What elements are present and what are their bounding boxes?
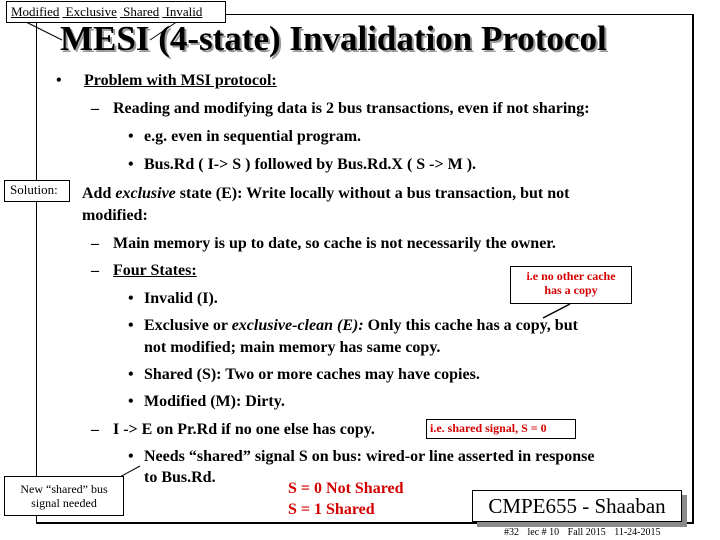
bullet-glyph: • (128, 128, 134, 145)
solution-label: Solution: (4, 180, 70, 202)
i-to-e-text: I -> E on Pr.Rd if no one else has copy. (113, 421, 375, 438)
tab-exclusive: Exclusive (65, 4, 117, 19)
title-callout-line-left (24, 21, 62, 40)
problem-eg: e.g. even in sequential program. (144, 128, 362, 145)
state-modified-item (128, 392, 285, 411)
problem-reading-item (91, 99, 590, 118)
bullet-glyph: • (128, 290, 134, 307)
footer-slide-number: #32 (504, 527, 519, 538)
problem-bullet (56, 71, 277, 90)
main-memory-text: Main memory is up to date, so cache is not necessarily the owner. (113, 235, 556, 252)
state-modified: Modified (M): Dirty. (144, 393, 285, 410)
bullet-glyph: • (56, 72, 62, 89)
solution-add-line2: modified: (82, 207, 148, 224)
bullet-glyph: • (128, 393, 134, 410)
s-equals-zero: S = 0 Not Shared (288, 480, 404, 497)
needs-shared-line1: Needs “shared” signal S on bus: wired-or line asserted in response (144, 448, 595, 465)
state-exclusive-post: Only this cache has a copy, but (363, 317, 578, 334)
state-shared-item (128, 365, 480, 384)
no-other-cache-line2: has a copy (544, 283, 598, 297)
bullet-glyph: • (128, 156, 134, 173)
problem-reading: Reading and modifying data is 2 bus transactions, even if not sharing: (113, 100, 590, 117)
state-exclusive-line2: not modified; main memory has same copy. (144, 339, 441, 356)
solution-add-em: exclusive (115, 185, 176, 202)
solution-add-post: state (E): Write locally without a bus transaction, but not (175, 185, 570, 202)
problem-busrd-item (128, 155, 476, 174)
shared-signal-callout: i.e. shared signal, S = 0 (426, 419, 576, 439)
solution-add-pre: Add (82, 185, 116, 202)
new-shared-signal-callout (4, 476, 124, 516)
s-equals-one: S = 1 Shared (288, 501, 375, 518)
new-shared-line1: New “shared” bus (20, 482, 108, 496)
i-to-e-item (91, 420, 375, 439)
four-states-item (91, 261, 197, 280)
needs-shared-line2: to Bus.Rd. (144, 469, 216, 486)
state-exclusive-em: exclusive-clean (E): (231, 317, 364, 334)
bullet-glyph: • (128, 448, 134, 465)
state-exclusive-pre: Exclusive or (144, 317, 232, 334)
state-invalid: Invalid (I). (144, 290, 218, 307)
state-invalid-item (128, 289, 218, 308)
needs-shared-item (128, 447, 594, 466)
four-states-heading: Four States: (113, 262, 197, 279)
state-shared: Shared (S): Two or more caches may have copies. (144, 366, 480, 383)
dash-glyph: – (91, 421, 99, 438)
footer-lecture: lec # 10 (527, 527, 560, 538)
dash-glyph: – (91, 262, 99, 279)
tab-modified: Modified (11, 4, 60, 19)
slide-title: MESI (4-state) Invalidation Protocol (60, 19, 607, 58)
dash-glyph: – (91, 100, 99, 117)
footer-term: Fall 2015 (567, 527, 606, 538)
solution-add (82, 184, 569, 203)
footer-date: 11-24-2015 (614, 527, 661, 538)
problem-eg-item (128, 127, 361, 146)
bullet-glyph: • (128, 317, 134, 334)
problem-heading: Problem with MSI protocol: (84, 72, 277, 89)
state-exclusive-item (128, 316, 578, 335)
course-badge: CMPE655 - Shaaban (472, 490, 682, 522)
dash-glyph: – (91, 235, 99, 252)
no-other-cache-callout (510, 266, 632, 304)
bullet-glyph: • (128, 366, 134, 383)
slide-footer (504, 527, 667, 538)
new-shared-line2: signal needed (31, 496, 97, 510)
tab-invalid: Invalid (165, 4, 203, 19)
problem-busrd: Bus.Rd ( I-> S ) followed by Bus.Rd.X ( S -> M ). (144, 156, 477, 173)
tab-shared: Shared (123, 4, 160, 19)
no-other-cache-line1: i.e no other cache (526, 269, 616, 283)
main-memory-item (91, 234, 556, 253)
